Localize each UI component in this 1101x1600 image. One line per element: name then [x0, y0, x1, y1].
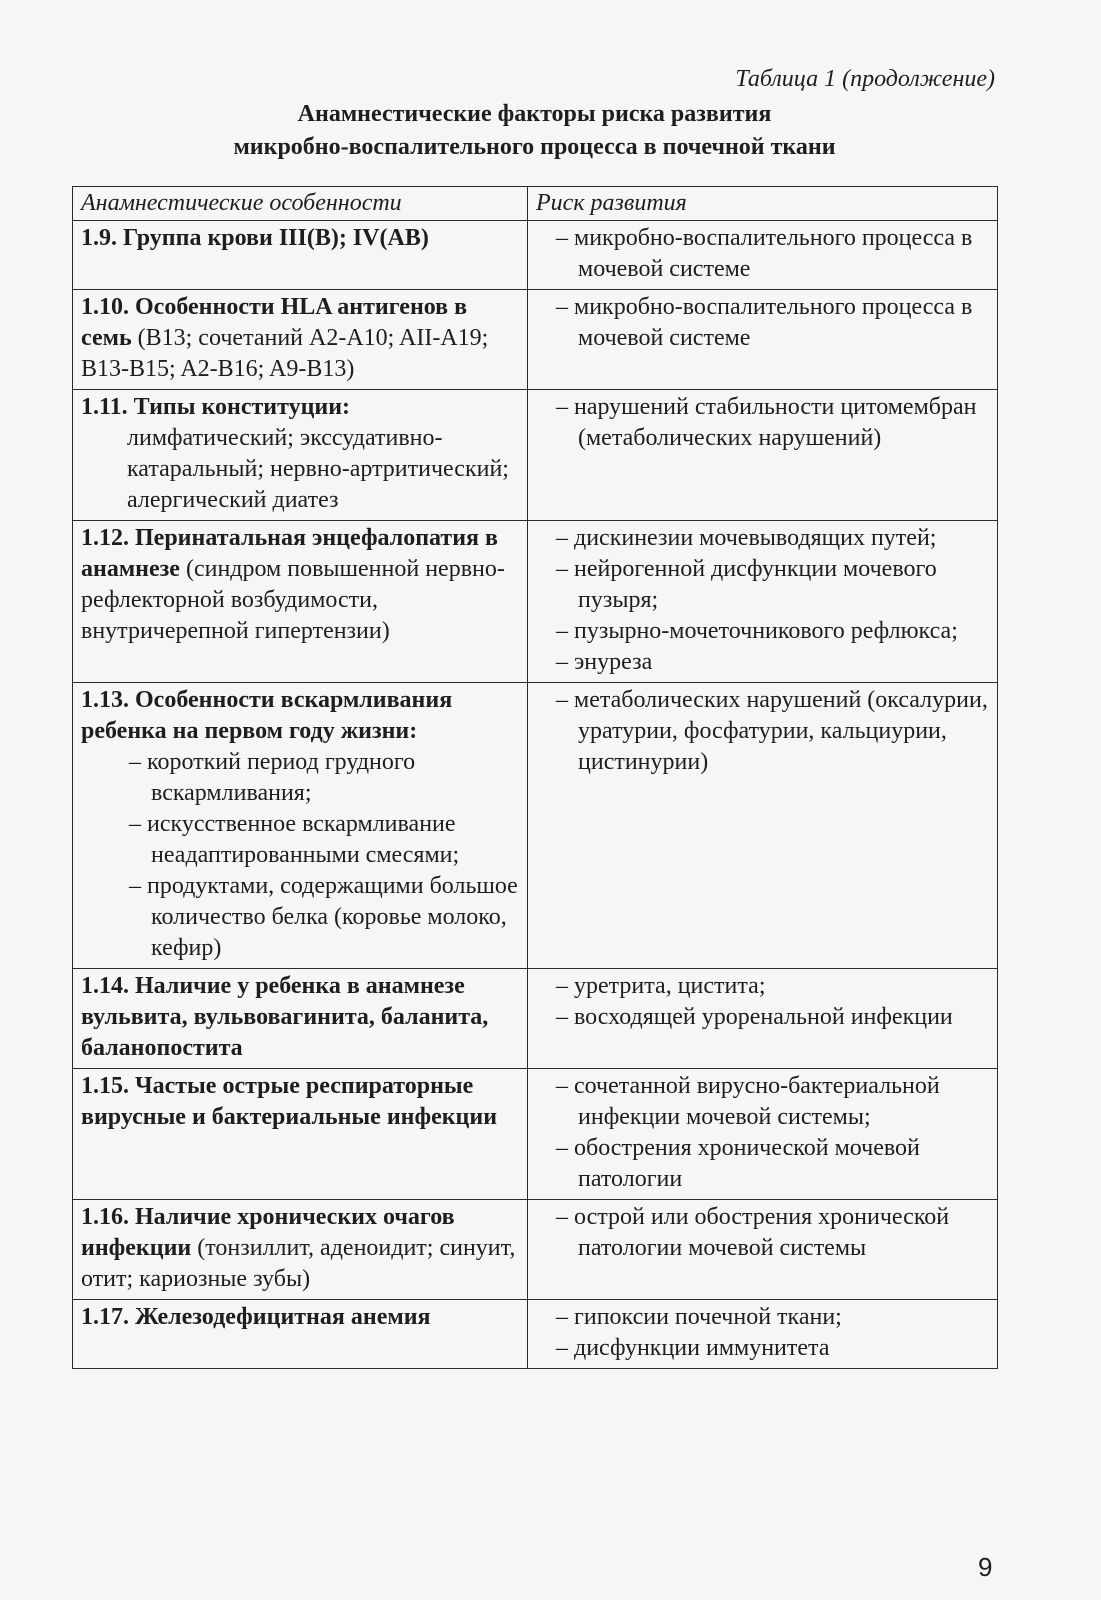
factor-subitems — [81, 747, 521, 964]
factor-text: (B13; сочетаний A2-A10; AII-A19; B13-B15; A2-B16; A9-B13) — [81, 325, 489, 382]
factor-lead: 1.17. Железодефицитная анемия — [81, 1304, 431, 1330]
risk-item: – метаболических нарушений (оксалурии, уратурии, фосфатурии, кальциурии, цистинурии) — [556, 687, 988, 775]
factor-cell — [73, 290, 528, 390]
page-number: 9 — [978, 1552, 993, 1582]
factor-lead: 1.11. Типы конституции: — [81, 394, 351, 420]
table-row — [73, 683, 998, 969]
risk-cell — [528, 290, 998, 390]
risk-cell — [528, 521, 998, 683]
risk-cell — [528, 683, 998, 969]
risk-item: – энуреза — [556, 649, 653, 675]
header-factors: Анамнестические особенности — [73, 187, 528, 221]
risk-item: – острой или обострения хронической патологии мочевой системы — [556, 1204, 950, 1261]
table-title — [72, 98, 997, 164]
factor-subitem: – продуктами, содержащими большое количество белка (коровье молоко, кефир) — [129, 873, 518, 961]
factor-subitem: – искусственное вскармливание неадаптированными смесями; — [129, 811, 460, 868]
table-caption: Таблица 1 (продолжение) — [735, 66, 995, 92]
title-line: микробно-воспалительного процесса в почечной ткани — [233, 134, 836, 160]
risk-item: – нейрогенной дисфункции мочевого пузыря; — [556, 556, 937, 613]
risk-cell — [528, 1300, 998, 1369]
table-row — [73, 390, 998, 521]
table-row — [73, 1069, 998, 1200]
risk-item: – восходящей уроренальной инфекции — [556, 1004, 953, 1030]
risk-item: – микробно-воспалительного процесса в мочевой системе — [556, 294, 973, 351]
factor-cell — [73, 1069, 528, 1200]
risk-item: – уретрита, цистита; — [556, 973, 766, 999]
risk-cell — [528, 1200, 998, 1300]
risk-item: – обострения хронической мочевой патологии — [556, 1135, 920, 1192]
factor-lead: 1.9. Группа крови III(B); IV(AB) — [81, 225, 429, 251]
table-row — [73, 1300, 998, 1369]
factor-lead: 1.16. Наличие хронических очагов инфекции — [81, 1204, 455, 1261]
risk-cell — [528, 1069, 998, 1200]
factor-cell — [73, 221, 528, 290]
factor-cell — [73, 969, 528, 1069]
table-header-row — [73, 187, 998, 221]
risk-item: – гипоксии почечной ткани; — [556, 1304, 842, 1330]
risk-factors-table — [72, 186, 998, 1369]
factor-cell — [73, 390, 528, 521]
factor-cell — [73, 683, 528, 969]
factor-lead: 1.12. Перинатальная энцефалопатия в анамнезе — [81, 525, 498, 582]
risk-item: – дисфункции иммунитета — [556, 1335, 830, 1361]
risk-cell — [528, 221, 998, 290]
factor-text: (тонзиллит, аденоидит; синуит, отит; кариозные зубы) — [81, 1235, 516, 1292]
factor-cell — [73, 1300, 528, 1369]
risk-item: – нарушений стабильности цитомембран (метаболических нарушений) — [556, 394, 977, 451]
table-row — [73, 1200, 998, 1300]
risk-item: – пузырно-мочеточникового рефлюкса; — [556, 618, 958, 644]
factor-text: лимфатический; экссудативно-катаральный; нервно-артритический; алергический диатез — [127, 425, 509, 513]
factor-lead: 1.14. Наличие у ребенка в анамнезе вульвита, вульвовагинита, баланита, баланопостита — [81, 973, 489, 1061]
risk-cell — [528, 390, 998, 521]
table-row — [73, 521, 998, 683]
factor-lead: 1.13. Особенности вскармливания ребенка на первом году жизни: — [81, 687, 453, 744]
title-line: Анамнестические факторы риска развития — [297, 101, 772, 127]
factor-cell — [73, 521, 528, 683]
table-row — [73, 290, 998, 390]
factor-lead: 1.10. Особенности HLA антигенов в семь — [81, 294, 468, 351]
risk-item: – микробно-воспалительного процесса в мочевой системе — [556, 225, 973, 282]
factor-cell — [73, 1200, 528, 1300]
factor-lead: 1.15. Частые острые респираторные вирусные и бактериальные инфекции — [81, 1073, 498, 1130]
factor-text: (синдром повышенной нервно-рефлекторной возбудимости, внутричерепной гипертензии) — [81, 556, 505, 644]
risk-item: – дискинезии мочевыводящих путей; — [556, 525, 937, 551]
table-row — [73, 221, 998, 290]
risk-item: – сочетанной вирусно-бактериальной инфекции мочевой системы; — [556, 1073, 940, 1130]
header-risk: Риск развития — [528, 187, 998, 221]
risk-cell — [528, 969, 998, 1069]
factor-subitem: – короткий период грудного вскармливания; — [129, 749, 416, 806]
table-row — [73, 969, 998, 1069]
